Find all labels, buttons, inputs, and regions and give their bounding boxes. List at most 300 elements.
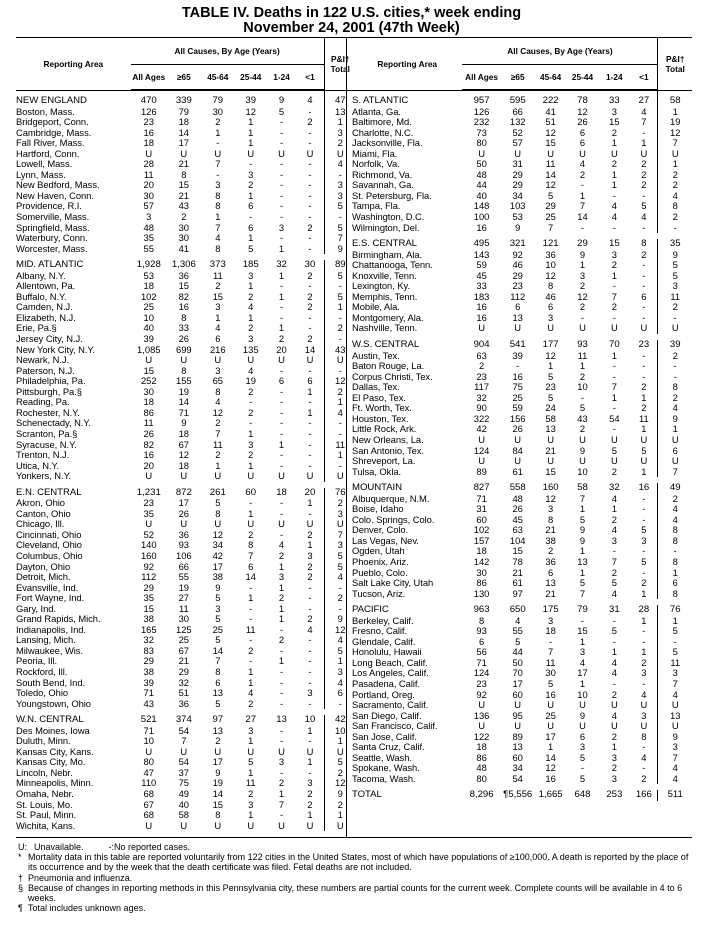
reporting-area-cell: San Jose, Calif. — [352, 730, 417, 742]
value-cell: 4 — [324, 635, 356, 646]
value-cell: 18 — [178, 459, 190, 471]
value-cell: 4 — [324, 678, 356, 689]
value-cell: 6 — [278, 375, 285, 387]
value-cell: 5 — [548, 370, 554, 382]
value-cell: 78 — [512, 555, 523, 567]
value-cell: - — [279, 766, 284, 778]
value-cell: 160 — [140, 549, 157, 561]
value-cell: 38 — [143, 665, 154, 677]
reporting-area-cell: Richmond, Va. — [352, 168, 413, 180]
value-cell: 20 — [143, 459, 154, 471]
table-row — [16, 450, 356, 461]
value-cell: 53 — [143, 269, 154, 281]
value-cell: 25 — [545, 211, 556, 223]
value-cell: 39 — [143, 676, 154, 688]
value-cell: 4 — [215, 396, 221, 408]
value-cell: - — [612, 614, 616, 626]
value-cell: 68 — [143, 809, 154, 821]
value-cell: 71 — [143, 724, 154, 736]
value-cell: 12 — [212, 406, 224, 418]
footnote-text: Because of changes in reporting methods in this Pennsylvania city, these numbers are partial counts for the current week. Complete counts will be available in 4 to 6 weeks. — [28, 882, 685, 904]
value-cell: 4 — [658, 763, 692, 774]
value-cell: 12 — [545, 762, 556, 774]
value-cell: 32 — [143, 634, 154, 646]
value-cell: 41 — [178, 242, 190, 254]
value-cell: U — [579, 699, 586, 711]
value-cell: 1 — [324, 117, 356, 128]
value-cell: - — [249, 417, 253, 429]
value-cell: 36 — [178, 528, 190, 540]
value-cell: U — [214, 819, 222, 831]
value-cell: 4 — [248, 364, 254, 376]
value-cell: 1 — [215, 311, 221, 323]
value-cell: - — [279, 724, 284, 736]
value-cell: 3 — [641, 709, 647, 721]
value-cell: - — [279, 809, 284, 821]
value-cell: 957 — [473, 95, 490, 106]
value-cell: 699 — [175, 343, 192, 355]
value-cell: 2 — [215, 116, 221, 128]
value-cell: 9 — [579, 524, 586, 536]
age-65-header: ≥65 — [167, 65, 201, 91]
value-cell: 29 — [143, 581, 154, 593]
value-cell: 6 — [248, 560, 254, 572]
reporting-area-cell: Erie, Pa.§ — [16, 322, 57, 334]
table-row — [352, 467, 692, 478]
reporting-area-cell: Wichita, Kans. — [16, 819, 76, 831]
value-cell: 6 — [579, 730, 586, 742]
value-cell: 122 — [473, 730, 490, 742]
reporting-area-cell: Pittsburgh, Pa.§ — [16, 385, 82, 397]
value-cell: - — [279, 697, 284, 709]
value-cell: - — [279, 137, 284, 149]
value-cell: 1 — [641, 137, 647, 149]
right-table — [352, 38, 692, 801]
value-cell: 3 — [215, 602, 221, 614]
value-cell: 9 — [215, 766, 221, 778]
value-cell: 16 — [143, 449, 154, 461]
table-row — [16, 429, 356, 440]
reporting-area-cell: New Bedford, Mass. — [16, 179, 100, 191]
value-cell: 6 — [548, 301, 554, 313]
value-cell: 130 — [473, 587, 490, 599]
value-cell: 33 — [476, 280, 487, 292]
value-cell: 827 — [473, 482, 490, 494]
value-cell: 2 — [641, 248, 647, 260]
value-cell: - — [324, 170, 356, 181]
value-cell: 3 — [248, 438, 254, 450]
value-cell: 13 — [276, 714, 287, 726]
reporting-area-cell: Miami, Fla. — [352, 147, 398, 159]
value-cell: 55 — [143, 242, 154, 254]
value-cell: 648 — [574, 789, 591, 801]
value-cell: - — [658, 637, 692, 648]
age-45-64-header: 45-64 — [201, 65, 235, 91]
reporting-area-cell: Utica, N.Y. — [16, 459, 60, 471]
value-cell: - — [642, 503, 646, 515]
value-cell: - — [658, 223, 692, 234]
value-cell: 6 — [658, 578, 692, 589]
value-cell: 68 — [143, 788, 154, 799]
value-cell: 13 — [545, 577, 556, 589]
value-cell: 16 — [638, 482, 650, 494]
value-cell: 1 — [248, 676, 254, 688]
value-cell: 21 — [178, 189, 190, 201]
value-cell: 12 — [212, 528, 224, 540]
value-cell: 4 — [641, 688, 647, 700]
value-cell: 34 — [512, 762, 523, 774]
value-cell: - — [279, 385, 284, 397]
value-cell: 11 — [658, 292, 692, 303]
reporting-area-cell: New York City, N.Y. — [16, 343, 95, 355]
value-cell: - — [216, 168, 220, 180]
reporting-area-cell: Lansing, Mich. — [16, 634, 76, 646]
table-row — [16, 212, 356, 223]
reporting-area-cell: Chattanooga, Tenn. — [352, 259, 433, 271]
value-cell: 38 — [143, 613, 154, 625]
value-cell: 1 — [307, 809, 313, 821]
value-cell: U — [214, 354, 222, 366]
value-cell: 30 — [304, 259, 316, 271]
value-cell: - — [308, 189, 312, 201]
value-cell: 83 — [143, 644, 154, 656]
value-cell: - — [324, 583, 356, 594]
value-cell: 14 — [178, 396, 190, 408]
value-cell: 2 — [248, 528, 254, 540]
value-cell: - — [642, 635, 646, 647]
value-cell: 9 — [579, 534, 586, 546]
value-cell: - — [308, 417, 312, 429]
value-cell: U — [324, 747, 356, 758]
reporting-area-cell: Savannah, Ga. — [352, 179, 414, 191]
value-cell: 32 — [276, 259, 287, 271]
value-cell: U — [640, 455, 648, 467]
value-cell: 2 — [215, 449, 221, 461]
value-cell: 54 — [512, 772, 523, 784]
value-cell: 1 — [307, 406, 313, 418]
value-cell: 51 — [178, 687, 190, 699]
value-cell: - — [324, 281, 356, 292]
value-cell: 16 — [476, 221, 487, 233]
value-cell: U — [547, 433, 554, 445]
value-cell: 9 — [215, 581, 221, 593]
value-cell: 15 — [143, 364, 154, 376]
value-cell: 2 — [641, 577, 647, 589]
value-cell: - — [642, 513, 646, 525]
value-cell: U — [579, 455, 586, 467]
value-cell: 4 — [324, 408, 356, 419]
value-cell: 1 — [278, 581, 285, 593]
value-cell: 1 — [278, 602, 285, 614]
value-cell: 14 — [304, 343, 316, 355]
value-cell: 904 — [473, 339, 490, 351]
value-cell: 1 — [324, 736, 356, 747]
reporting-area-cell: Philadelphia, Pa. — [16, 375, 86, 387]
value-cell: 2 — [611, 566, 617, 578]
value-cell: 2 — [611, 126, 617, 138]
value-cell: U — [610, 322, 618, 334]
table-row — [352, 679, 692, 690]
value-cell: 5 — [324, 551, 356, 562]
value-cell: 1 — [324, 656, 356, 667]
reporting-area-cell: MID. ATLANTIC — [16, 259, 84, 271]
value-cell: 17 — [545, 730, 556, 742]
value-cell: 15 — [545, 137, 556, 149]
value-cell: 5 — [611, 625, 617, 637]
value-cell: 5 — [611, 577, 617, 589]
value-cell: 18 — [178, 116, 190, 128]
value-cell: 46 — [512, 259, 523, 271]
value-cell: 11 — [143, 417, 154, 429]
value-cell: 1 — [248, 280, 254, 292]
value-cell: 58 — [545, 412, 556, 424]
value-cell: 10 — [143, 311, 154, 323]
value-cell: 10 — [143, 735, 154, 747]
reporting-area-header: Reporting Area — [352, 38, 462, 90]
reporting-area-cell: Montgomery, Ala. — [352, 311, 424, 323]
value-cell: 38 — [545, 534, 556, 546]
value-cell: 25 — [178, 634, 190, 646]
value-cell: 33 — [609, 95, 620, 106]
reporting-area-cell: Glendale, Calif. — [352, 635, 416, 647]
reporting-area-cell: Washington, D.C. — [352, 211, 425, 223]
value-cell: 10 — [577, 465, 588, 477]
value-cell: 7 — [579, 200, 586, 212]
reporting-area-cell: Camden, N.J. — [16, 301, 73, 313]
value-cell: 4 — [641, 105, 647, 117]
value-cell: 339 — [175, 95, 192, 106]
table-row — [352, 557, 692, 568]
pi-total-header: P&I† Total — [658, 38, 692, 90]
value-cell: 4 — [611, 587, 617, 599]
value-cell: 2 — [641, 772, 647, 784]
value-cell: 8 — [215, 189, 221, 201]
value-cell: 15 — [609, 116, 620, 128]
reporting-area-cell: Charlotte, N.C. — [352, 126, 414, 138]
table-row — [16, 471, 356, 482]
value-cell: 1 — [278, 269, 285, 281]
value-cell: 11 — [577, 349, 588, 361]
reporting-area-cell: Pueblo, Colo. — [352, 566, 408, 578]
reporting-area-cell: Omaha, Nebr. — [16, 788, 74, 799]
value-cell: 30 — [178, 613, 190, 625]
value-cell: - — [642, 370, 646, 382]
value-cell: 1 — [278, 655, 285, 667]
reporting-area-cell: MOUNTAIN — [352, 482, 403, 494]
value-cell: U — [640, 147, 648, 159]
pi-total-header: P&I† Total — [324, 38, 356, 90]
value-cell: 90 — [476, 402, 487, 414]
value-cell: U — [658, 149, 692, 160]
reporting-area-cell: Tampa, Fla. — [352, 200, 401, 212]
value-cell: 19 — [178, 581, 190, 593]
value-cell: 1 — [215, 459, 221, 471]
value-cell: 261 — [209, 486, 226, 498]
value-cell: 5 — [278, 105, 285, 117]
value-cell: 7 — [215, 221, 221, 233]
value-cell: 26 — [512, 503, 523, 515]
reporting-area-cell: Albuquerque, N.M. — [352, 492, 430, 504]
value-cell: 12 — [658, 128, 692, 139]
value-cell: U — [547, 455, 554, 467]
value-cell: 3 — [641, 534, 647, 546]
value-cell: 2 — [658, 393, 692, 404]
value-cell: 23 — [476, 370, 487, 382]
value-cell: U — [180, 518, 188, 530]
value-cell: 14 — [545, 751, 556, 763]
reporting-area-cell: Dallas, Tex. — [352, 381, 400, 393]
value-cell: 16 — [178, 301, 190, 313]
value-cell: 14 — [545, 168, 556, 180]
value-cell: 11 — [245, 777, 256, 789]
value-cell: 7 — [324, 530, 356, 541]
value-cell: U — [640, 720, 648, 732]
value-cell: 1 — [641, 423, 647, 435]
value-cell: 32 — [476, 391, 487, 403]
value-cell: 17 — [212, 560, 224, 572]
value-cell: 89 — [476, 465, 487, 477]
footnote — [18, 873, 690, 883]
value-cell: - — [279, 459, 284, 471]
value-cell: 12 — [577, 105, 588, 117]
value-cell: - — [612, 545, 616, 557]
value-cell: 7 — [324, 233, 356, 244]
value-cell: 2 — [658, 494, 692, 505]
value-cell: 7 — [658, 679, 692, 690]
value-cell: 3 — [611, 534, 617, 546]
value-cell: 67 — [178, 438, 190, 450]
value-cell: 4 — [611, 211, 617, 223]
value-cell: 136 — [473, 709, 490, 721]
value-cell: 55 — [512, 625, 523, 637]
age-25-44-header: 25-44 — [567, 65, 599, 91]
value-cell: 8 — [658, 525, 692, 536]
value-cell: - — [279, 280, 284, 292]
reporting-area-cell: El Paso, Tex. — [352, 391, 406, 403]
value-cell: U — [247, 354, 255, 366]
reporting-area-cell: Portland, Oreg. — [352, 688, 415, 700]
value-cell: 97 — [212, 714, 224, 726]
value-cell: 48 — [476, 762, 487, 774]
value-cell: 5 — [324, 292, 356, 303]
value-cell: 8 — [658, 557, 692, 568]
reporting-area-cell: Norfolk, Va. — [352, 158, 400, 170]
value-cell: 40 — [178, 798, 190, 810]
value-cell: 110 — [141, 777, 157, 789]
value-cell: U — [514, 720, 522, 732]
value-cell: - — [642, 301, 646, 313]
age-lt1-header: <1 — [630, 65, 658, 91]
reporting-area-cell: Birmingham, Ala. — [352, 248, 423, 260]
value-cell: 1,928 — [136, 259, 161, 271]
value-cell: U — [579, 433, 586, 445]
value-cell: 10 — [304, 714, 316, 726]
value-cell: 29 — [545, 200, 556, 212]
value-cell: 27 — [178, 592, 190, 604]
region-row — [352, 790, 692, 801]
value-cell: - — [279, 158, 284, 170]
value-cell: 66 — [178, 560, 190, 572]
value-cell: 4 — [611, 524, 617, 536]
value-cell: - — [279, 168, 284, 180]
value-cell: 4 — [579, 656, 586, 668]
value-cell: - — [249, 497, 253, 509]
value-cell: 49 — [178, 788, 190, 799]
value-cell: 43 — [143, 697, 154, 709]
value-cell: 2 — [324, 768, 356, 779]
value-cell: 23 — [143, 116, 154, 128]
value-cell: 1 — [278, 788, 285, 799]
value-cell: 2 — [307, 788, 313, 799]
value-cell: 44 — [512, 646, 523, 658]
reporting-area-cell: Fall River, Mass. — [16, 137, 85, 149]
value-cell: - — [279, 311, 284, 323]
value-cell: 3 — [248, 724, 254, 736]
value-cell: U — [658, 456, 692, 467]
value-cell: 2 — [324, 323, 356, 334]
value-cell: U — [478, 455, 485, 467]
value-cell: U — [324, 149, 356, 160]
value-cell: 595 — [509, 95, 526, 106]
value-cell: 35 — [143, 507, 154, 519]
value-cell: 2 — [215, 280, 221, 292]
value-cell: 21 — [545, 524, 556, 536]
value-cell: 89 — [324, 260, 356, 271]
value-cell: 67 — [178, 644, 190, 656]
reporting-area-cell: Providence, R.I. — [16, 200, 82, 212]
value-cell: 3 — [579, 741, 586, 753]
value-cell: 5 — [215, 592, 221, 604]
value-cell: 71 — [143, 687, 154, 699]
value-cell: 78 — [577, 95, 588, 106]
value-cell: U — [514, 455, 522, 467]
value-cell: 46 — [545, 290, 556, 302]
value-cell: 16 — [476, 311, 487, 323]
value-cell: - — [658, 313, 692, 324]
reporting-area-cell: Kansas City, Kans. — [16, 745, 94, 757]
value-cell: 26 — [577, 116, 588, 128]
value-cell: 23 — [143, 497, 154, 509]
value-cell: 11 — [212, 438, 223, 450]
table-title-line1: TABLE IV. Deaths in 122 U.S. cities,* week ending — [181, 5, 522, 21]
value-cell: 175 — [542, 604, 559, 616]
value-cell: 1 — [611, 741, 617, 753]
value-cell: 3 — [548, 503, 554, 515]
value-cell: - — [308, 137, 312, 149]
value-cell: 2 — [579, 301, 586, 313]
value-cell: 148 — [473, 200, 490, 212]
reporting-area-cell: Jacksonville, Fla. — [352, 137, 423, 149]
value-cell: 2 — [278, 777, 285, 789]
value-cell: 2 — [181, 211, 187, 223]
value-cell: 58 — [658, 90, 692, 107]
value-cell: 26 — [512, 423, 523, 435]
value-cell: 872 — [175, 486, 192, 498]
reporting-area-cell: Lowell, Mass. — [16, 158, 73, 170]
reporting-area-cell: Toledo, Ohio — [16, 687, 69, 699]
value-cell: 12 — [545, 492, 556, 504]
value-cell: 19 — [212, 777, 224, 789]
value-cell: 75 — [178, 777, 190, 789]
reporting-area-cell: Somerville, Mass. — [16, 211, 90, 223]
value-cell: - — [279, 126, 284, 138]
value-cell: 1 — [548, 741, 554, 753]
value-cell: - — [580, 391, 585, 403]
value-cell: 7 — [611, 290, 617, 302]
value-cell: 4 — [324, 572, 356, 583]
value-cell: U — [547, 720, 554, 732]
value-cell: 11 — [245, 623, 256, 635]
